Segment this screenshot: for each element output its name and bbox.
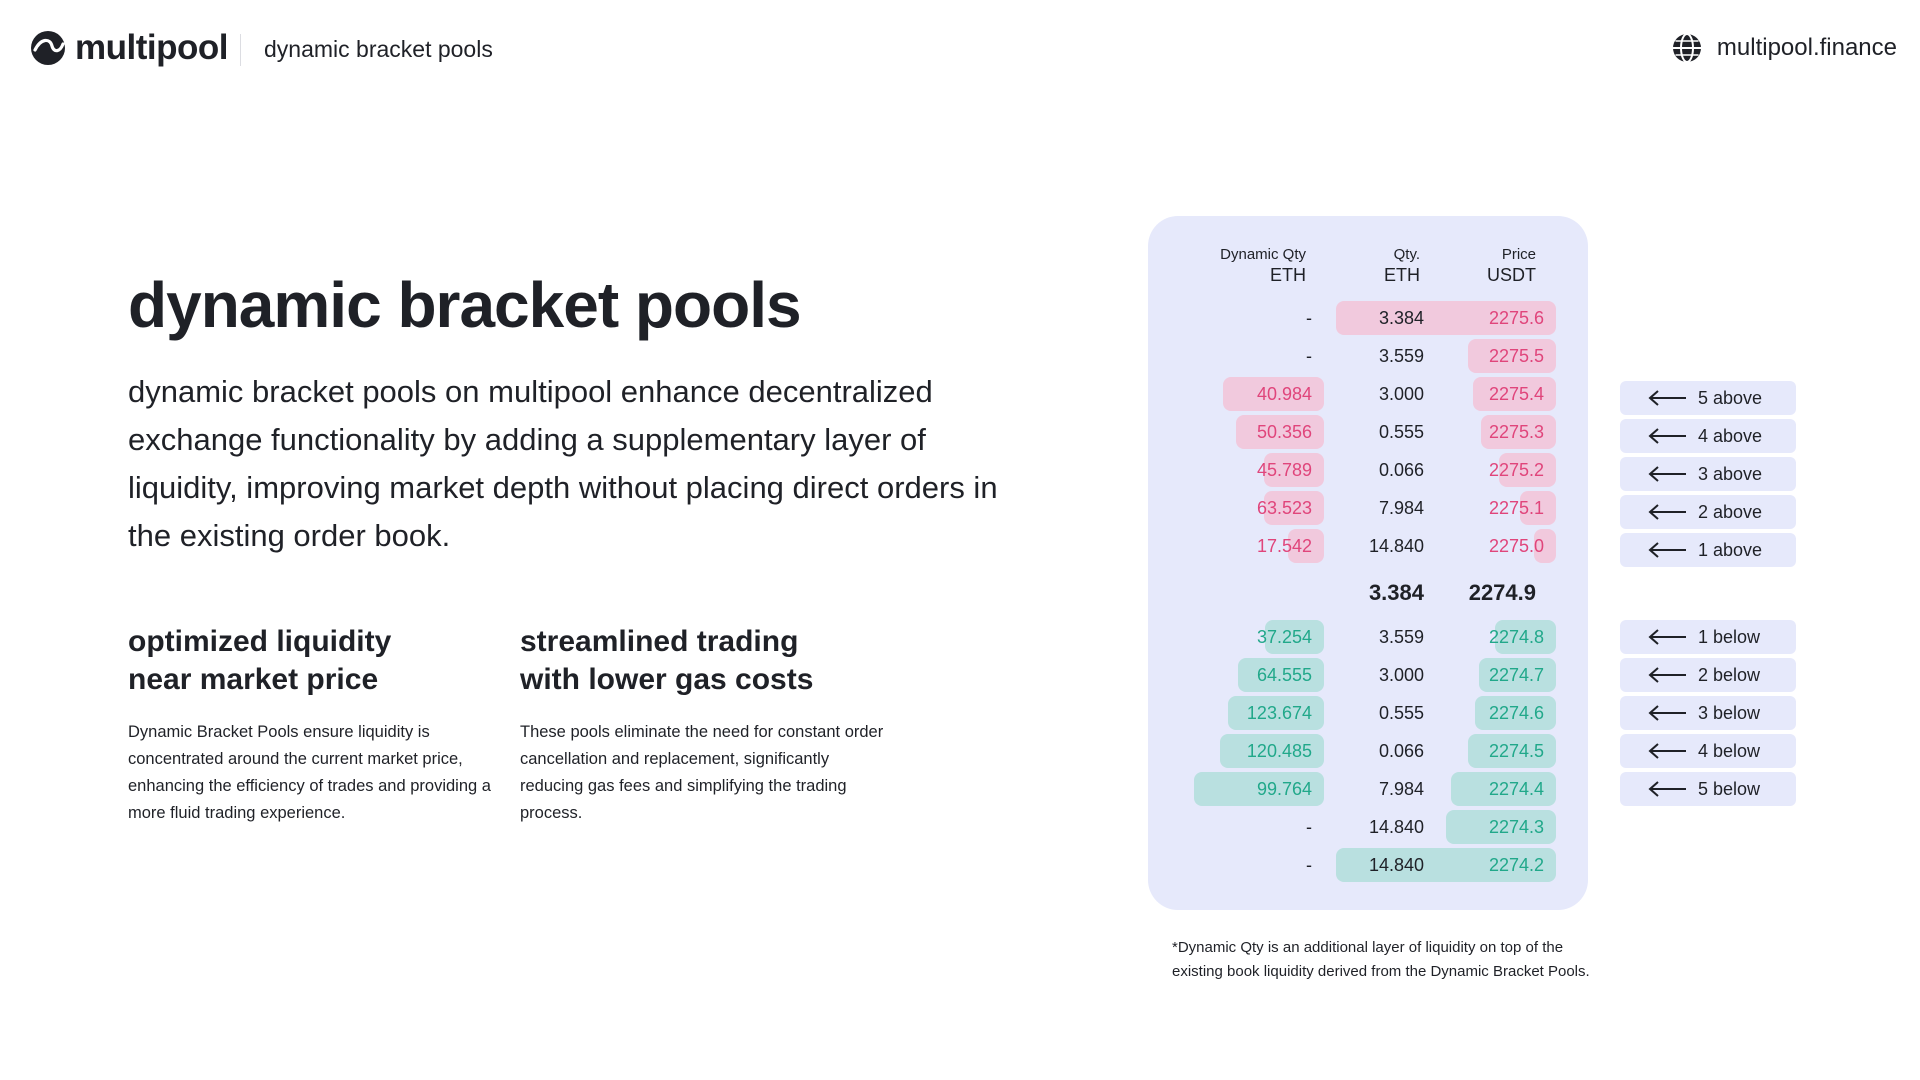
header-subtitle: dynamic bracket pools [264,36,493,62]
level-label-text: 3 above [1698,463,1763,484]
page-title: dynamic bracket pools [128,269,801,341]
dynamic-qty-cell: 45.789 [1194,453,1324,487]
header-divider [240,34,241,66]
arrow-left-icon [1648,743,1688,759]
site-link[interactable] [1671,32,1897,64]
price-cell: 2275.0 [1446,529,1556,563]
qty-cell: 7.984 [1378,498,1424,518]
arrow-left-icon [1648,466,1688,482]
qty-cell: 0.066 [1378,460,1424,480]
level-label-text: 5 above [1698,387,1763,408]
price-cell: 2274.5 [1446,734,1556,768]
qty-cell: 3.559 [1378,346,1424,366]
header-qty [1384,246,1420,286]
qty-cell: 0.555 [1378,703,1424,723]
qty-cell: 0.555 [1378,422,1424,442]
price-cell: 2274.3 [1446,810,1556,844]
level-below-4 [1620,734,1796,768]
arrow-left-icon [1648,667,1688,683]
header-label: Qty. [1393,246,1420,263]
level-above-5 [1620,381,1796,415]
price-cell: 2274.7 [1446,658,1556,692]
feature-title [128,623,488,699]
footnote: *Dynamic Qty is an additional layer of liquidity on top of the existing book liquidity derived from the Dynamic Bracket Pools. [1172,939,1590,980]
bid-row[interactable] [1148,772,1588,806]
feature-title-line: streamlined trading [520,625,799,658]
dynamic-qty-cell: 17.542 [1194,529,1324,563]
bid-row[interactable] [1148,620,1588,654]
level-label-text: 1 below [1698,626,1761,647]
feature-body: These pools eliminate the need for constant order cancellation and replacement, significantly reducing gas fees and simplifying the trading process. [520,723,884,822]
site-url: multipool.finance [1716,34,1897,61]
dynamic-qty-cell: 64.555 [1194,658,1324,692]
brand-logo[interactable] [30,28,228,68]
price-cell: 2275.4 [1446,377,1556,411]
ask-row[interactable] [1148,529,1588,563]
arrow-left-icon [1648,781,1688,797]
feature-title-line: with lower gas costs [520,663,814,696]
arrow-left-icon [1648,705,1688,721]
mid-price-row [1148,576,1588,610]
brand-name: multipool [75,28,228,67]
bid-row[interactable] [1148,696,1588,730]
qty-cell: 3.000 [1378,665,1424,685]
bid-row[interactable] [1148,848,1588,882]
qty-cell: 3.384 [1336,301,1436,335]
mid-price: 2274.9 [1468,580,1536,605]
bid-row[interactable] [1148,810,1588,844]
feature-title-line: near market price [128,663,379,696]
ask-row[interactable] [1148,301,1588,335]
ask-row[interactable] [1148,415,1588,449]
level-label-text: 3 below [1698,702,1761,723]
bid-row[interactable] [1148,734,1588,768]
qty-cell: 14.840 [1368,536,1424,556]
price-cell: 2274.2 [1446,848,1556,882]
level-below-2 [1620,658,1796,692]
qty-cell: 3.559 [1378,627,1424,647]
header-label: Dynamic Qty [1220,246,1306,263]
order-book-panel [1148,216,1588,910]
ask-row[interactable] [1148,491,1588,525]
level-above-4 [1620,419,1796,453]
price-cell: 2274.4 [1446,772,1556,806]
arrow-left-icon [1648,504,1688,520]
dynamic-qty-cell: 99.764 [1194,772,1324,806]
price-cell: 2274.8 [1446,620,1556,654]
dynamic-qty-cell: 123.674 [1194,696,1324,730]
level-label-text: 5 below [1698,778,1761,799]
price-cell: 2274.6 [1446,696,1556,730]
feature-body: Dynamic Bracket Pools ensure liquidity is concentrated around the current market price, enhancing the efficiency of trades and providing a more fluid trading experience. [128,723,491,822]
level-label-text: 2 above [1698,501,1763,522]
qty-cell: 0.066 [1378,741,1424,761]
arrow-left-icon [1648,629,1688,645]
dynamic-qty-cell: 50.356 [1194,415,1324,449]
level-below-1 [1620,620,1796,654]
arrow-left-icon [1648,428,1688,444]
dynamic-qty-cell: 40.984 [1194,377,1324,411]
multipool-logo-icon [30,30,66,66]
arrow-left-icon [1648,390,1688,406]
level-above-1 [1620,533,1796,567]
level-above-2 [1620,495,1796,529]
level-above-3 [1620,457,1796,491]
dynamic-qty-cell: 37.254 [1194,620,1324,654]
level-label-text: 4 below [1698,740,1761,761]
feature-optimized-liquidity [128,623,498,827]
dynamic-qty-cell: 63.523 [1194,491,1324,525]
header-dynamic-qty [1220,246,1306,286]
qty-cell: 3.000 [1378,384,1424,404]
bid-row[interactable] [1148,658,1588,692]
ask-row[interactable] [1148,377,1588,411]
ask-row[interactable] [1148,339,1588,373]
mid-qty: 3.384 [1368,580,1424,605]
dynamic-qty-cell: - [1306,308,1312,328]
arrow-left-icon [1648,542,1688,558]
level-label-text: 2 below [1698,664,1761,685]
header-unit: ETH [1384,265,1420,285]
qty-cell: 14.840 [1368,817,1424,837]
dynamic-qty-cell: - [1306,346,1312,366]
ask-row[interactable] [1148,453,1588,487]
level-below-5 [1620,772,1796,806]
dynamic-qty-cell: - [1306,855,1312,875]
feature-title [520,623,880,699]
level-label-text: 1 above [1698,539,1763,560]
price-cell: 2275.6 [1446,301,1556,335]
header-label: Price [1501,246,1536,263]
feature-streamlined-trading [520,623,890,827]
dynamic-qty-cell: - [1306,817,1312,837]
header-price [1487,246,1536,286]
feature-title-line: optimized liquidity [128,625,392,658]
qty-cell: 14.840 [1336,848,1436,882]
header-unit: ETH [1270,265,1306,285]
globe-icon [1671,32,1703,64]
qty-cell: 7.984 [1378,779,1424,799]
hero-description: dynamic bracket pools on multipool enhance decentralized exchange functionality by adding a supplementary layer of liquidity, improving market depth without placing direct orders in the existing order book. [128,374,998,553]
price-cell: 2275.5 [1446,339,1556,373]
price-cell: 2275.2 [1446,453,1556,487]
dynamic-qty-cell: 120.485 [1194,734,1324,768]
level-below-3 [1620,696,1796,730]
price-cell: 2275.1 [1446,491,1556,525]
header-unit: USDT [1487,265,1536,285]
price-cell: 2275.3 [1446,415,1556,449]
level-label-text: 4 above [1698,425,1763,446]
